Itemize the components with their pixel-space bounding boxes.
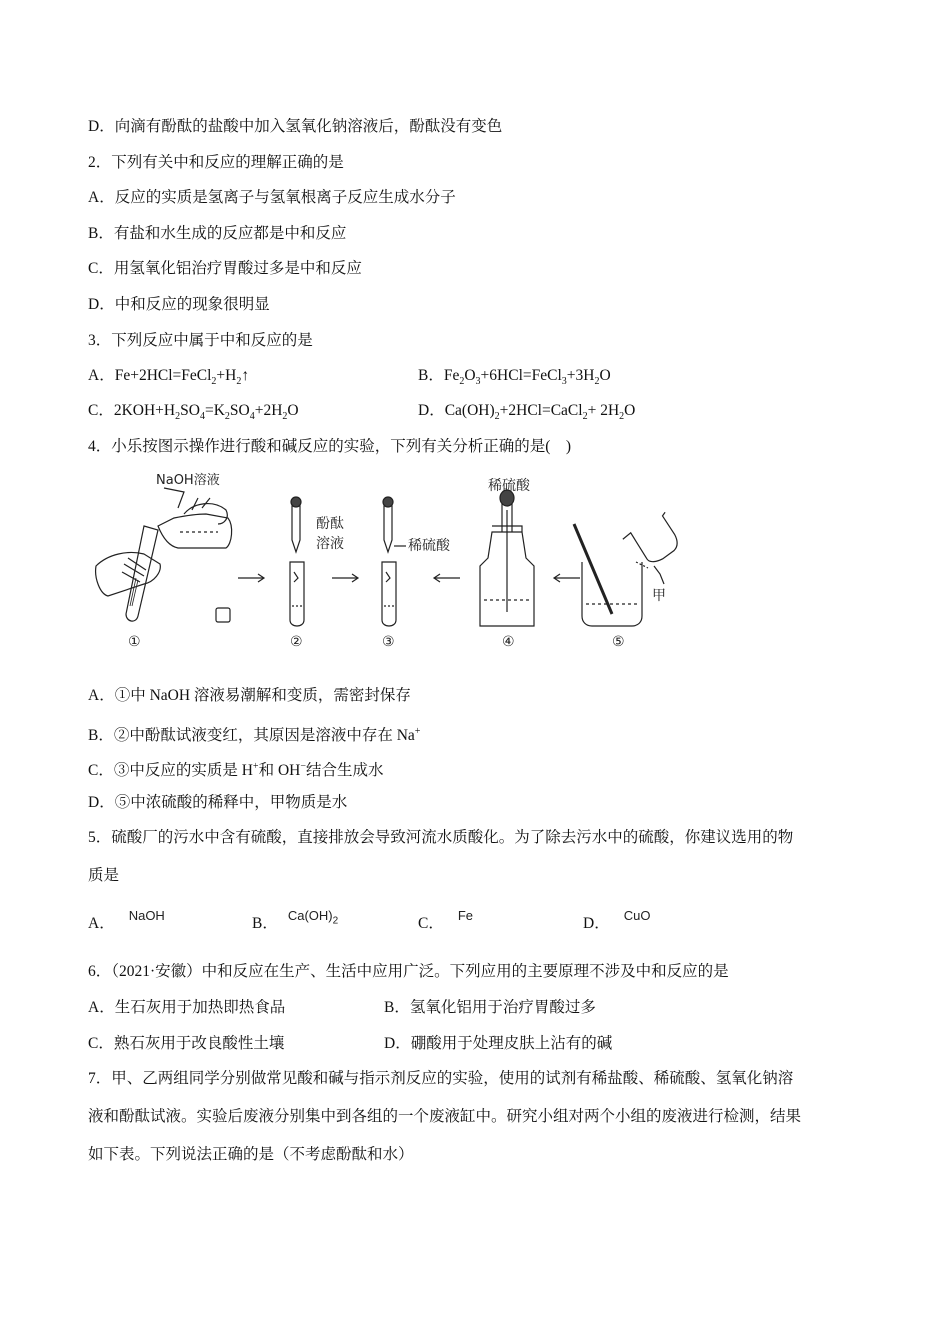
q6-option-a: A．生石灰用于加热即热食品 bbox=[88, 999, 286, 1016]
q3-stem: 3．下列反应中属于中和反应的是 bbox=[88, 332, 313, 349]
q6-option-c: C．熟石灰用于改良酸性土壤 bbox=[88, 1035, 285, 1052]
glass-rod bbox=[574, 524, 612, 614]
q1-option-d: D．向滴有酚酞的盐酸中加入氢氧化钠溶液后，酚酞没有变色 bbox=[88, 118, 503, 135]
test-tube-1 bbox=[126, 526, 158, 621]
label-pointer bbox=[164, 488, 184, 508]
q3-option-a: A．$Fe+2HCl=FeCl_2+H_2↑$ bbox=[88, 367, 250, 388]
q4-option-d: D．⑤中浓硫酸的稀释中，甲物质是水 bbox=[88, 794, 348, 811]
q5-option-b: B． $^{Ca(OH)_2}$ bbox=[252, 908, 339, 932]
q2-option-c: C．用氢氧化铝治疗胃酸过多是中和反应 bbox=[88, 260, 362, 277]
q6-option-d: D．硼酸用于处理皮肤上沾有的碱 bbox=[384, 1035, 613, 1052]
q7-line-2: 液和酚酞试液。实验后废液分别集中到各组的一个废液缸中。研究小组对两个小组的废液进行检测，结果 bbox=[88, 1108, 802, 1125]
bottle-stopper-icon bbox=[216, 608, 230, 622]
step-4-label: ④ bbox=[502, 634, 515, 650]
step-5-label: ⑤ bbox=[612, 634, 625, 650]
dropper-3 bbox=[384, 506, 392, 552]
q4-option-c: C．③中反应的实质是 H+和 OH−结合生成水 bbox=[88, 761, 384, 780]
arrow-3 bbox=[434, 574, 460, 582]
naoh-label: NaOH溶液 bbox=[156, 473, 220, 488]
step-2-label: ② bbox=[290, 634, 303, 650]
q2-option-b: B．有盐和水生成的反应都是中和反应 bbox=[88, 225, 347, 242]
jia-pointer bbox=[654, 566, 664, 584]
step-1-label: ① bbox=[128, 634, 141, 650]
reagent-bottle bbox=[158, 514, 232, 548]
acid-bottle-label: 稀硫酸 bbox=[488, 478, 530, 494]
q7-line-1: 7．甲、乙两组同学分别做常见酸和碱与指示剂反应的实验，使用的试剂有稀盐酸、稀硫酸、氢氧化钠溶 bbox=[88, 1070, 794, 1087]
q5-stem-line-1: 5．硫酸厂的污水中含有硫酸，直接排放会导致河流水质酸化。为了除去污水中的硫酸，你建议选用的物 bbox=[88, 829, 794, 846]
q3-option-c: C．$2KOH+H_2SO_4=K_2SO_4+2H_2O$ bbox=[88, 402, 299, 423]
q6-option-b: B．氢氧化铝用于治疗胃酸过多 bbox=[384, 999, 596, 1016]
q2-stem: 2．下列有关中和反应的理解正确的是 bbox=[88, 154, 344, 171]
q5-stem-line-2: 质是 bbox=[88, 867, 120, 884]
pouring-beaker bbox=[621, 512, 684, 571]
q5-option-a: A． $^{NaOH}$ bbox=[88, 908, 165, 932]
q5-option-c: C． $^{Fe}$ bbox=[418, 908, 474, 932]
q4-stem: 4．小乐按图示操作进行酸和碱反应的实验，下列有关分析正确的是( ) bbox=[88, 438, 572, 455]
q2-option-d: D．中和反应的现象很明显 bbox=[88, 296, 270, 313]
phenol-label-1: 酚酞 bbox=[316, 516, 344, 532]
q2-option-a: A．反应的实质是氢离子与氢氧根离子反应生成水分子 bbox=[88, 189, 456, 206]
q7-line-3: 如下表。下列说法正确的是（不考虑酚酞和水） bbox=[88, 1146, 414, 1163]
dropper-2 bbox=[292, 506, 300, 552]
phenol-label-2: 溶液 bbox=[316, 536, 344, 552]
q4-option-a: A．①中 NaOH 溶液易潮解和变质，需密封保存 bbox=[88, 687, 411, 704]
beaker bbox=[582, 562, 642, 626]
q4-option-b: B．②中酚酞试液变红，其原因是溶液中存在 Na+ bbox=[88, 726, 421, 745]
q3-option-b: B．$Fe_2O_3+6HCl=FeCl_3+3H_2O$ bbox=[418, 367, 611, 388]
arrow-2 bbox=[332, 574, 358, 582]
test-tube-2 bbox=[290, 562, 304, 626]
experiment-figure bbox=[88, 466, 688, 656]
jia-label: 甲 bbox=[652, 588, 666, 604]
q5-option-d: D． $^{CuO}$ bbox=[583, 908, 651, 932]
arrow-1 bbox=[238, 574, 264, 582]
step-3-label: ③ bbox=[382, 634, 395, 650]
q3-option-d: D．$Ca(OH)_2+2HCl=CaCl_2+ 2H_2O$ bbox=[418, 402, 636, 423]
hand-icon bbox=[96, 553, 161, 597]
arrow-4 bbox=[554, 574, 580, 582]
test-tube-3 bbox=[382, 562, 396, 626]
acid-dropper-label: 稀硫酸 bbox=[408, 538, 450, 554]
q6-stem: 6．（2021·安徽）中和反应在生产、生活中应用广泛。下列应用的主要原理不涉及中和反应的是 bbox=[88, 963, 729, 980]
